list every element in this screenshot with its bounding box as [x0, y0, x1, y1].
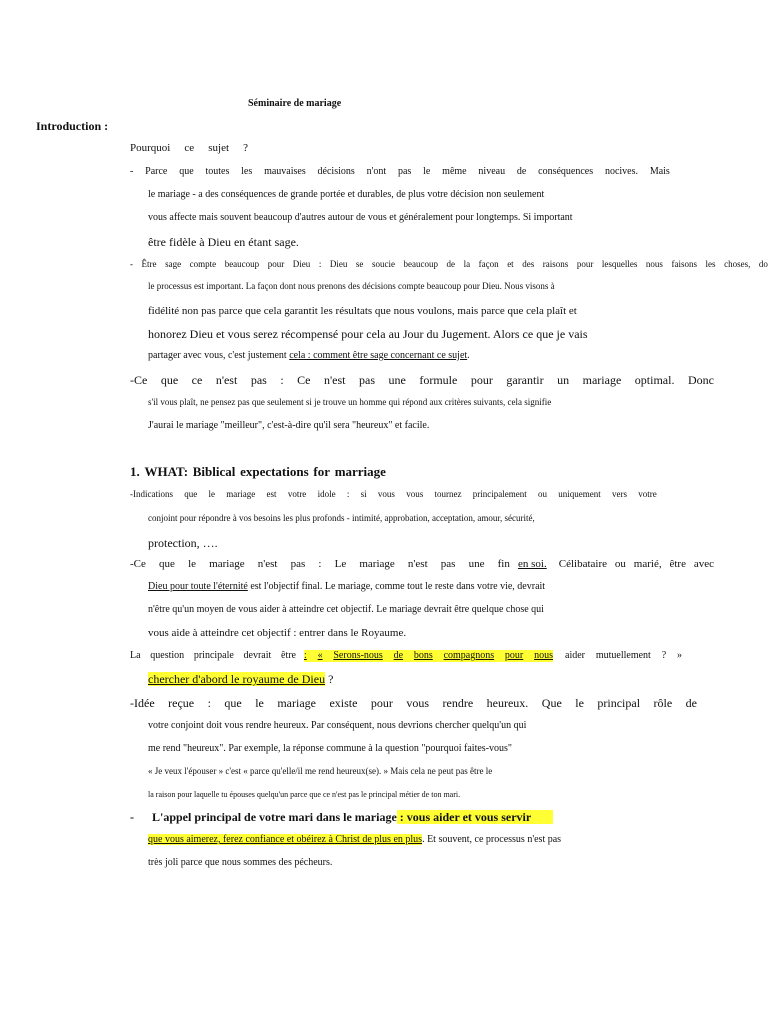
- section1-heading: 1. WHAT: Biblical expectations for marriage: [130, 464, 386, 479]
- highlighted-question: : « Serons-nous de bons compagnons pour nous: [304, 650, 553, 661]
- para2-line2: le processus est important. La façon dont nous prenons des décisions compte beaucoup pour Dieu. Nous visons à: [148, 281, 555, 291]
- para8-line1: L'appel principal de votre mari dans le mariage : vous aider et vous servir: [152, 811, 553, 825]
- para5-line1: -Ce que le mariage n'est pas : Le mariage n'est pas une fin en soi. Célibataire ou marié, être avec: [130, 558, 714, 570]
- para7-line2: votre conjoint doit vous rendre heureux. Par conséquent, nous devrions chercher quelqu'un qui: [148, 720, 527, 731]
- para7-line5: la raison pour laquelle tu épouses quelqu'un parce que ce n'est pas le principal métier de ton mari.: [148, 790, 461, 799]
- para5-line4: vous aide à atteindre cet objectif : entrer dans le Royaume.: [148, 627, 407, 639]
- para2-line3: fidélité non pas parce que cela garantit les résultats que nous voulons, mais parce que cela plaît et: [148, 305, 577, 317]
- para7-line1: -Idée reçue : que le mariage existe pour vous rendre heureux. Que le principal rôle de: [130, 696, 697, 710]
- question-line: Pourquoi ce sujet ?: [130, 142, 248, 154]
- para7-line4: « Je veux l'épouser » c'est « parce qu'elle/il me rend heureux(se). » Mais cela ne peut pas être le: [148, 766, 493, 776]
- para1-line3: vous affecte mais souvent beaucoup d'autres autour de vous et généralement pour longtemps. Si important: [148, 212, 573, 223]
- para2-line1: - Être sage compte beaucoup pour Dieu : Dieu se soucie beaucoup de la façon et des raisons pour lesquelles nous faisons les choses, do: [130, 259, 768, 269]
- para8-line2: que vous aimerez, ferez confiance et obéirez à Christ de plus en plus. Et souvent, ce processus n'est pas: [148, 834, 562, 845]
- para1-line4: être fidèle à Dieu en étant sage.: [148, 235, 299, 249]
- para4-line1: -Indications que le mariage est votre idole : si vous vous tournez principalement ou uniquement vers votre: [130, 489, 657, 499]
- para7-line3: me rend "heureux". Par exemple, la réponse commune à la question "pourquoi faites-vous": [148, 743, 512, 754]
- para3-line1: -Ce que ce n'est pas : Ce n'est pas une formule pour garantir un mariage optimal. Donc: [130, 373, 714, 387]
- para1-line1: - Parce que toutes les mauvaises décisions n'ont pas le même niveau de conséquences nocives. Mais: [130, 166, 670, 177]
- para3-line2: s'il vous plaît, ne pensez pas que seulement si je trouve un homme qui répond aux critères suivants, cela signifie: [148, 397, 552, 407]
- para6-line2: chercher d'abord le royaume de Dieu ?: [148, 672, 334, 686]
- para8-line3: très joli parce que nous sommes des pécheurs.: [148, 857, 333, 868]
- para5-line3: n'être qu'un moyen de vous aider à atteindre cet objectif. Le mariage devrait être quelque chose qui: [148, 604, 544, 615]
- para5-line2: Dieu pour toute l'éternité est l'objectif final. Le mariage, comme tout le reste dans votre vie, devrait: [148, 581, 546, 592]
- para3-line3: J'aurai le mariage "meilleur", c'est-à-dire qu'il sera "heureux" et facile.: [148, 420, 430, 431]
- para4-line2: conjoint pour répondre à vos besoins les plus profonds - intimité, approbation, acceptation, amour, sécurité,: [148, 513, 535, 523]
- para8-bullet: -: [130, 810, 134, 824]
- para6-line1: La question principale devrait être : « Serons-nous de bons compagnons pour nous aider mutuellement ? »: [130, 650, 682, 661]
- document-title: Séminaire de mariage: [248, 98, 342, 109]
- para4-line3: protection, ….: [148, 536, 218, 550]
- para2-line4: honorez Dieu et vous serez récompensé pour cela au Jour du Jugement. Alors ce que je vais: [148, 327, 588, 341]
- para2-line5: partager avec vous, c'est justement cela : comment être sage concernant ce sujet.: [148, 350, 470, 361]
- para1-line2: le mariage - a des conséquences de grande portée et durables, de plus votre décision non seulement: [148, 189, 545, 200]
- intro-heading: Introduction :: [36, 119, 109, 133]
